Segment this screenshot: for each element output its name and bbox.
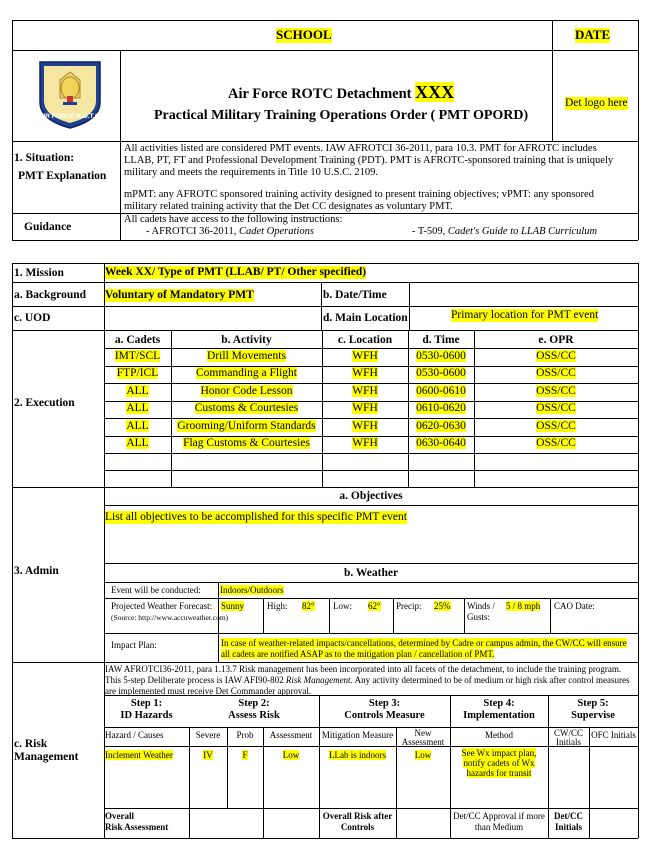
precip-value: 25% xyxy=(434,601,451,611)
exec-cell-location: WFH xyxy=(352,402,378,414)
guidance-label: Guidance xyxy=(24,221,72,233)
date-time-label: b. Date/Time xyxy=(323,289,387,301)
exec-cell-cadets: ALL xyxy=(126,420,149,432)
forecast-source: (Source: http://www.accuweather.com) xyxy=(111,613,229,622)
exec-cell-time: 0530-0600 xyxy=(416,367,466,379)
event-conducted-value: Indoors/Outdoors xyxy=(220,585,284,595)
gusts-label: Gusts: xyxy=(467,612,491,622)
exec-cell-opr: OSS/CC xyxy=(536,402,576,414)
risk-intro-1: IAW AFROTCI36-2011, para 1.13.7 Risk management has been incorporated into all facets of the detachment, to include the training program. xyxy=(105,664,622,674)
situation-text-4: mPMT: any AFROTC sponsored training activity designed to present training objectives; vPMT: any sponsored xyxy=(124,189,594,200)
page-subtitle: Practical Military Training Operations Order ( PMT OPORD) xyxy=(154,108,529,123)
col-severe: Severe xyxy=(195,730,221,740)
situation-text-1: All activities listed are considered PMT events. IAW AFROTCI 36-2011, para 10.3. PMT for AFROTC includes xyxy=(124,143,597,154)
exec-header-location: c. Location xyxy=(337,334,393,346)
impact-plan-label: Impact Plan: xyxy=(111,640,157,650)
situation-text-3: military and meets the requirements in Title 10 U.S.C. 2109. xyxy=(124,167,379,178)
pmt-explanation-label: PMT Explanation xyxy=(18,170,107,182)
execution-label: 2. Execution xyxy=(14,397,75,409)
exec-cell-cadets: IMT/SCL xyxy=(114,350,161,362)
afrotc-logo xyxy=(36,58,104,130)
exec-cell-location: WFH xyxy=(352,385,378,397)
situation-text-5: military related training activity that the Det CC designates as voluntary PMT. xyxy=(124,201,453,212)
row-hazard: Inclement Weather xyxy=(105,750,173,760)
mission-label: 1. Mission xyxy=(14,267,64,279)
exec-cell-cadets: ALL xyxy=(126,437,149,449)
col-assessment: Assessment xyxy=(269,730,313,740)
step4-label: Step 4: Implementation xyxy=(463,698,535,722)
precip-label: Precip: xyxy=(396,601,422,611)
admin-label: 3. Admin xyxy=(14,565,59,577)
exec-header-opr: e. OPR xyxy=(538,334,574,346)
exec-cell-opr: OSS/CC xyxy=(536,437,576,449)
low-label: Low: xyxy=(333,601,352,611)
col-cwcc: CW/CC Initials xyxy=(553,728,583,748)
col-prob: Prob xyxy=(236,730,254,740)
exec-cell-time: 0610-0620 xyxy=(416,402,466,414)
guidance-intro: All cadets have access to the following instructions: xyxy=(124,214,343,225)
col-new-assessment: New Assessment xyxy=(401,728,445,748)
det-number: XXX xyxy=(415,82,455,102)
overall-risk-label: Overall Risk Assessment xyxy=(105,811,169,833)
winds-label: Winds / xyxy=(467,601,495,611)
step2-label: Step 2: Assess Risk xyxy=(228,698,280,722)
risk-intro-2: This 5-step Deliberate process is IAW AFI90-802 Risk Management. Any activity determined to be of medium or high risk after control measures xyxy=(105,675,630,685)
col-hazard: Hazard / Causes xyxy=(105,730,164,740)
situation-label: 1. Situation: xyxy=(14,152,75,164)
exec-cell-opr: OSS/CC xyxy=(536,420,576,432)
exec-cell-cadets: FTP/ICL xyxy=(116,367,159,379)
exec-cell-time: 0630-0640 xyxy=(416,437,466,449)
overall-risk-after-label: Overall Risk after Controls xyxy=(322,811,393,833)
date-label: DATE xyxy=(575,27,611,42)
main-location-value: Primary location for PMT event xyxy=(451,309,599,321)
exec-cell-time: 0530-0600 xyxy=(416,350,466,362)
exec-cell-location: WFH xyxy=(352,420,378,432)
step1-label: Step 1: ID Hazards xyxy=(120,698,173,722)
risk-label-1: c. Risk xyxy=(14,738,48,750)
row-method: See Wx impact plan, notify cadets of Wx hazards for transit xyxy=(461,748,537,778)
exec-cell-activity: Drill Movements xyxy=(207,350,286,362)
logo-text: AIR FORCE R.O.T.C. xyxy=(38,113,102,120)
background-label: a. Background xyxy=(14,289,87,301)
exec-cell-opr: OSS/CC xyxy=(536,385,576,397)
objectives-header: a. Objectives xyxy=(339,490,403,502)
exec-cell-time: 0600-0610 xyxy=(416,385,466,397)
page-title: Air Force ROTC Detachment XXX xyxy=(228,82,455,102)
high-value: 82° xyxy=(302,601,315,611)
weather-header: b. Weather xyxy=(343,567,399,579)
forecast-value: Sunny xyxy=(221,601,245,611)
impact-plan-line-1: In case of weather-related impacts/cancellations, determined by Cadre or campus admin, the CW/CC will ensure xyxy=(221,638,627,648)
cao-date-label: CAO Date: xyxy=(554,601,595,611)
detcc-initials-label: Det/CC Initials xyxy=(554,811,583,833)
exec-cell-location: WFH xyxy=(352,437,378,449)
low-value: 62° xyxy=(368,601,381,611)
winds-value: 5 / 8 mph xyxy=(506,601,541,611)
exec-cell-activity: Flag Customs & Courtesies xyxy=(183,437,310,449)
event-conducted-label: Event will be conducted: xyxy=(111,585,201,595)
exec-cell-time: 0620-0630 xyxy=(416,420,466,432)
exec-cell-activity: Commanding a Flight xyxy=(196,367,297,379)
step3-label: Step 3: Controls Measure xyxy=(344,698,425,722)
risk-label-2: Management xyxy=(14,751,79,763)
exec-cell-cadets: ALL xyxy=(126,402,149,414)
row-new-assessment: Low xyxy=(414,750,432,760)
main-location-label: d. Main Location xyxy=(323,312,408,324)
col-method: Method xyxy=(485,730,513,740)
forecast-label: Projected Weather Forecast: xyxy=(111,601,213,611)
exec-cell-location: WFH xyxy=(352,367,378,379)
risk-intro-3: are implemented must receive Det Commander approval. xyxy=(105,686,312,696)
high-label: High: xyxy=(267,601,288,611)
background-value: Voluntary of Mandatory PMT xyxy=(105,289,254,301)
detcc-approval-label: Det/CC Approval if more than Medium xyxy=(453,811,545,833)
uod-label: c. UOD xyxy=(14,312,51,324)
exec-header-time: d. Time xyxy=(422,334,460,346)
col-ofc: OFC Initials xyxy=(591,730,636,740)
row-assessment: Low xyxy=(282,750,300,760)
exec-cell-activity: Honor Code Lesson xyxy=(200,385,293,397)
exec-cell-opr: OSS/CC xyxy=(536,367,576,379)
col-mitigation: Mitigation Measure xyxy=(321,730,394,740)
exec-cell-opr: OSS/CC xyxy=(536,350,576,362)
row-prob: F xyxy=(242,750,248,760)
guidance-ref-1: - AFROTCI 36-2011, Cadet Operations xyxy=(146,226,314,237)
step5-label: Step 5: Supervise xyxy=(571,698,615,722)
det-logo-placeholder: Det logo here xyxy=(565,97,628,109)
exec-cell-activity: Grooming/Uniform Standards xyxy=(177,420,316,432)
exec-header-activity: b. Activity xyxy=(221,334,272,346)
mission-value: Week XX/ Type of PMT (LLAB/ PT/ Other specified) xyxy=(105,266,367,278)
objectives-text: List all objectives to be accomplished for this specific PMT event xyxy=(105,511,407,523)
exec-cell-location: WFH xyxy=(352,350,378,362)
school-label: SCHOOL xyxy=(276,27,332,42)
impact-plan-line-2: all cadets are notified ASAP as to the mitigation plan / cancellation of PMT. xyxy=(221,649,495,659)
situation-text-2: LLAB, PT, FT and Professional Development Training (PDT). PMT is AFROTC-sponsored training that is uniquely xyxy=(124,155,614,166)
exec-header-cadets: a. Cadets xyxy=(114,334,161,346)
exec-cell-activity: Customs & Courtesies xyxy=(194,402,299,414)
row-mitigation: LLab is indoors xyxy=(329,750,386,760)
exec-cell-cadets: ALL xyxy=(126,385,149,397)
row-severe: IV xyxy=(203,750,213,760)
guidance-ref-2: - T-509, Cadet's Guide to LLAB Curriculum xyxy=(412,226,598,237)
